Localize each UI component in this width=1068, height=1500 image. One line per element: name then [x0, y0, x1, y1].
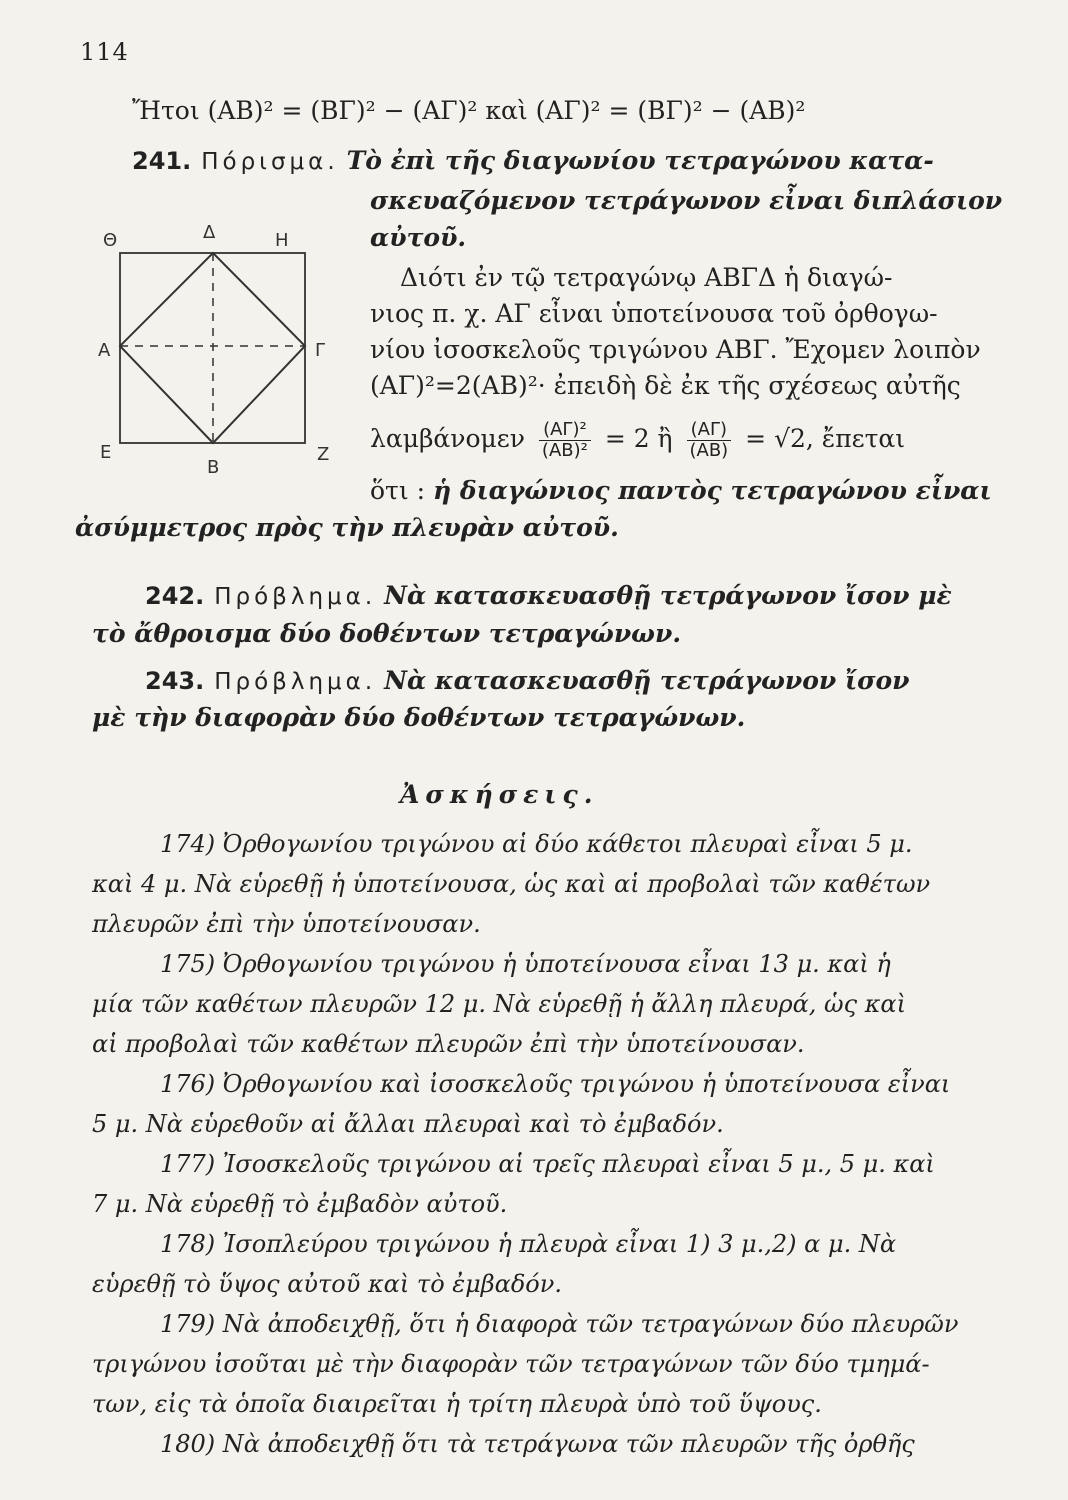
fraction-denominator: (ΑΒ) [689, 440, 729, 461]
exercise-180-line: 180) Νὰ ἀποδειχθῇ ὅτι τὰ τετράγωνα τῶν πλευρῶν τῆς ὀρθῆς [160, 1430, 915, 1458]
label-zeta: Ζ [317, 444, 330, 465]
exercise-178-line: εὑρεθῇ τὸ ὕψος αὐτοῦ καὶ τὸ ἐμβαδόν. [92, 1270, 562, 1298]
exercise-176-line: 176) Ὀρθογωνίου καὶ ἰσοσκελοῦς τριγώνου ἡ ὑποτείνουσα εἶναι [160, 1070, 951, 1098]
exercise-175-line: μία τῶν καθέτων πλευρῶν 12 μ. Νὰ εὑρεθῇ ἡ ἄλλη πλευρά, ὡς καὶ [92, 990, 907, 1018]
problem-text-line: μὲ τὴν διαφορὰν δύο δοθέντων τετραγώνων. [92, 703, 746, 732]
proof-conclusion-line: ἀσύμμετρος πρὸς τὴν πλευρὰν αὐτοῦ. [75, 513, 619, 542]
section-number: 241. [132, 147, 192, 175]
problem-text: Νὰ κατασκευασθῇ τετράγωνον ἴσον μὲ [384, 581, 952, 610]
section-number: 242. [145, 582, 205, 610]
square-diagonal-figure [95, 218, 345, 483]
label-epsilon: Ε [100, 442, 112, 463]
exercises-heading: Ἀσκήσεις. [400, 780, 599, 809]
fraction-ag2-ab2 [539, 420, 591, 461]
exercise-179-line: 179) Νὰ ἀποδειχθῇ, ὅτι ἡ διαφορὰ τῶν τετραγώνων δύο πλευρῶν [160, 1310, 959, 1338]
proof-line: νίου ἰσοσκελοῦς τριγώνου ΑΒΓ. Ἔχομεν λοιπὸν [370, 335, 981, 364]
proof-conclusion-text: ἡ διαγώνιος παντὸς τετραγώνου εἶναι [433, 476, 992, 505]
exercise-178-line: 178) Ἰσοπλεύρου τριγώνου ἡ πλευρὰ εἶναι 1) 3 μ.,2) α μ. Νὰ [160, 1230, 897, 1258]
proof-text: ὅτι : [370, 476, 426, 505]
label-gamma: Γ [315, 340, 326, 361]
proof-line: Διότι ἐν τῷ τετραγώνῳ ΑΒΓΔ ἡ διαγώ- [400, 263, 893, 292]
proof-line: (ΑΓ)²=2(ΑΒ)²· ἐπειδὴ δὲ ἐκ τῆς σχέσεως αὐτῆς [370, 371, 961, 400]
fraction-numerator: (ΑΓ) [687, 420, 732, 441]
exercise-177-line: 7 μ. Νὰ εὑρεθῇ τὸ ἐμβαδὸν αὐτοῦ. [92, 1190, 508, 1218]
exercise-179-line: των, εἰς τὰ ὁποῖα διαιρεῖται ἡ τρίτη πλευρὰ ὑπὸ τοῦ ὕψους. [92, 1390, 822, 1418]
proof-text: = 2 ἢ [604, 424, 673, 453]
section-label: Πρόβλημα. [214, 669, 377, 695]
exercise-174-line: πλευρῶν ἐπὶ τὴν ὑποτείνουσαν. [92, 910, 481, 938]
label-delta: Δ [203, 222, 216, 243]
problem-242 [145, 580, 952, 613]
exercise-179-line: τριγώνου ἰσοῦται μὲ τὴν διαφορὰν τῶν τετραγώνων τῶν δύο τμημά- [92, 1350, 930, 1378]
section-label: Πρόβλημα. [214, 584, 377, 610]
equation-line: Ἤτοι (ΑΒ)² = (ΒΓ)² − (ΑΓ)² καὶ (ΑΓ)² = (ΒΓ)² − (ΑΒ)² [132, 96, 806, 125]
exercise-176-line: 5 μ. Νὰ εὑρεθοῦν αἱ ἄλλαι πλευραὶ καὶ τὸ ἐμβαδόν. [92, 1110, 724, 1138]
page-number: 114 [80, 38, 129, 66]
fraction-denominator: (ΑΒ)² [541, 440, 588, 461]
problem-text: Νὰ κατασκευασθῇ τετράγωνον ἴσον [384, 666, 910, 695]
proof-line: νιος π. χ. ΑΓ εἶναι ὑποτείνουσα τοῦ ὀρθογω- [370, 299, 938, 328]
exercise-174-line: 174) Ὀρθογωνίου τριγώνου αἱ δύο κάθετοι πλευραὶ εἶναι 5 μ. [160, 830, 913, 858]
corollary-statement-line: αὐτοῦ. [370, 223, 467, 252]
exercise-175-line: αἱ προβολαὶ τῶν καθέτων πλευρῶν ἐπὶ τὴν ὑποτείνουσαν. [92, 1030, 805, 1058]
label-eta: Η [275, 230, 289, 251]
exercise-177-line: 177) Ἰσοσκελοῦς τριγώνου αἱ τρεῖς πλευραὶ εἶναι 5 μ., 5 μ. καὶ [160, 1150, 935, 1178]
section-label: Πόρισμα. [201, 149, 339, 175]
problem-243 [145, 665, 910, 698]
corollary-241 [132, 145, 934, 178]
section-number: 243. [145, 667, 205, 695]
proof-text: λαμβάνομεν [370, 424, 525, 453]
proof-line-fractions [370, 420, 905, 461]
corollary-statement-line: σκευαζόμενον τετράγωνον εἶναι διπλάσιον [370, 186, 1003, 215]
label-theta: Θ [103, 230, 118, 251]
proof-text: = √2, ἔπεται [745, 424, 906, 453]
label-beta: Β [207, 457, 220, 478]
corollary-statement: Τὸ ἐπὶ τῆς διαγωνίου τετραγώνου κατα- [346, 146, 934, 175]
proof-conclusion [370, 475, 992, 507]
label-alpha: Α [98, 340, 111, 361]
fraction-numerator: (ΑΓ)² [539, 420, 591, 441]
exercise-174-line: καὶ 4 μ. Νὰ εὑρεθῇ ἡ ὑποτείνουσα, ὡς καὶ αἱ προβολαὶ τῶν καθέτων [92, 870, 931, 898]
exercise-175-line: 175) Ὀρθογωνίου τριγώνου ἡ ὑποτείνουσα εἶναι 13 μ. καὶ ἡ [160, 950, 891, 978]
problem-text-line: τὸ ἄθροισμα δύο δοθέντων τετραγώνων. [92, 619, 682, 648]
fraction-ag-ab [687, 420, 732, 461]
